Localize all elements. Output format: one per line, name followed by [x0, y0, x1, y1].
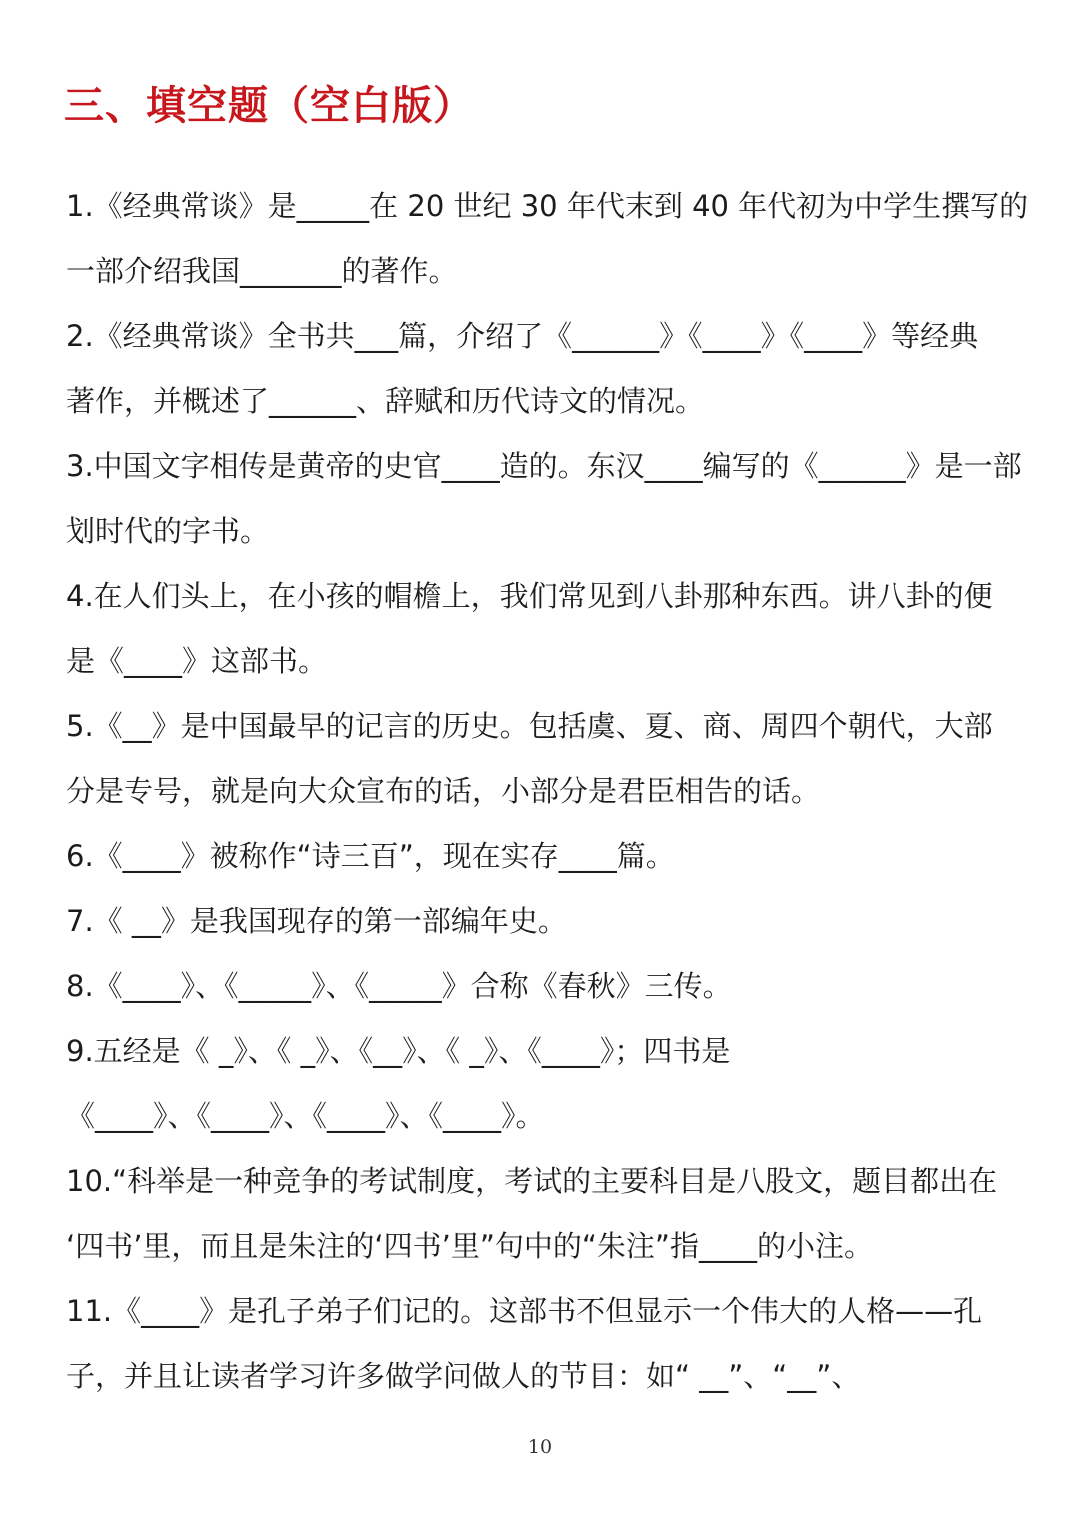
question-3-line-2: 划时代的字书。: [66, 514, 270, 548]
question-8-line: 8.《____》、《_____》、《_____》合称《春秋》三传。: [66, 969, 732, 1003]
question-5-line-2: 分是专号，就是向大众宣布的话，小部分是君臣相告的话。: [66, 774, 821, 808]
question-2-line-1: 2.《经典常谈》全书共___篇，介绍了《______》《____》《____》等经典: [66, 319, 979, 353]
question-11-line-1: 11.《____》是孔子弟子们记的。这部书不但显示一个伟大的人格——孔: [66, 1294, 983, 1328]
question-5-line-1: 5.《__》是中国最早的记言的历史。包括虞、夏、商、周四个朝代，大部: [66, 709, 993, 743]
question-1-line-2: 一部介绍我国_______的著作。: [66, 254, 458, 288]
question-2-line-2: 著作，并概述了______、辞赋和历代诗文的情况。: [66, 384, 705, 418]
question-3-line-1: 3.中国文字相传是黄帝的史官____造的。东汉____编写的《______》是一部: [66, 449, 1022, 483]
question-1-line-1: 1.《经典常谈》是_____在 20 世纪 30 年代末到 40 年代初为中学生撰写的: [66, 189, 1029, 223]
page-number: 10: [527, 1436, 553, 1458]
question-9-line-1: 9.五经是《 _》、《 _》、《__》、《 _》、《____》；四书是: [66, 1034, 731, 1068]
question-10-line-1: 10.“科举是一种竞争的考试制度，考试的主要科目是八股文，题目都出在: [66, 1164, 998, 1198]
question-7-line: 7.《 __》是我国现存的第一部编年史。: [66, 904, 567, 938]
section-title: 三、填空题（空白版）: [64, 83, 474, 129]
question-6-line: 6.《____》被称作“诗三百”，现在实存____篇。: [66, 839, 675, 873]
question-4-line-1: 4.在人们头上，在小孩的帽檐上，我们常见到八卦那种东西。讲八卦的便: [66, 579, 993, 613]
question-9-line-2: 《____》、《____》、《____》、《____》。: [66, 1099, 545, 1133]
question-11-line-2: 子，并且让读者学习许多做学问做人的节目：如“ __”、“__”、: [66, 1359, 861, 1393]
question-4-line-2: 是《____》这部书。: [66, 644, 328, 678]
question-10-line-2: ‘四书’里，而且是朱注的‘四书’里”句中的“朱注”指____的小注。: [66, 1229, 873, 1263]
